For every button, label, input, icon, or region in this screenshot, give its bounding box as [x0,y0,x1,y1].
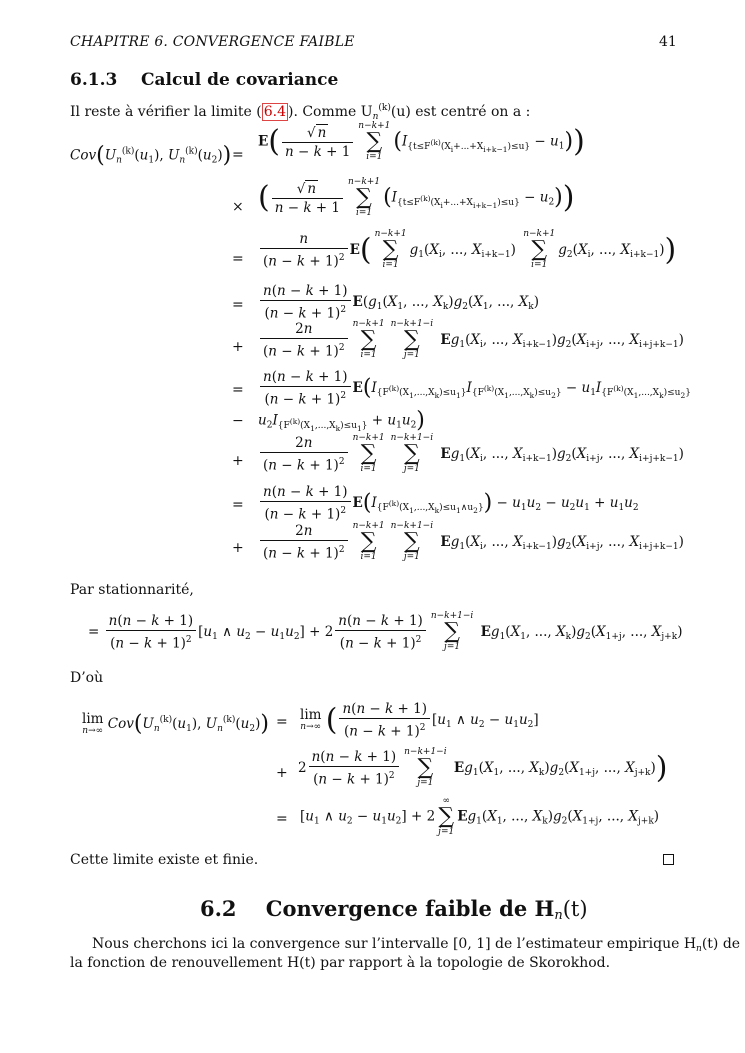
equation-stationnarite: = $\frac{n(n - k + 1)}{(n - k + 1)^2}$ [$u_1$ ∧ $u_2 - u_1u_2] + 2$ $\frac{n(n - k + 1)}{(n - k + 1)^2}$ n−k+1−i ∑ j=1 $Eg_1(X_1$, ..., $X_k)g_2(X_{1+j}$, ..., $X_{j+k}$) [88,611,683,653]
relation-plus-2: + [232,453,244,469]
relation-eq-3: = [232,297,244,313]
equation-line-7: $u_2I_{\{F^{(k)}(X_1,...,X_k)\le u_1\}} + u_1u_2$) [258,408,425,433]
limit-relation-eq-2: = [276,811,288,827]
relation-minus: − [232,413,244,429]
equation-line-9: $\frac{n(n - k + 1)}{(n - k + 1)^2}$ $E(I_{\{F^{(k)}(X_1,...,X_k)\le u_1\wedge u_2\}}) - u_1u_2 - u_2u_1 + u_1u_2$ [258,483,639,524]
relation-times: × [232,199,244,215]
equation-line-6: $\frac{n(n - k + 1)}{(n - k + 1)^2}$ $E(I_{\{F^{(k)}(X_1,...,X_k)\le u_1\}}I_{\{F^{(k)}(X_1,...,X_k)\le u_2\}} - u_1I_{\{F^{(k)}(X_1,...,X_k)\le u_2\}}$ [258,368,691,409]
relation-plus-3: + [232,540,244,556]
running-header: CHAPITRE 6. CONVERGENCE FAIBLE [70,34,355,50]
section-heading: 6.2 Convergence faible de $H_n(t)$ [200,896,588,923]
equation-line-5: $\frac{2n}{(n - k + 1)^2}$ n−k+1 ∑ i=1 n−k+1−i ∑ j=1 $Eg_1(X_i$, ..., $X_{i+k-1})g_2(X_{i+j}$, ..., $X_{i+j+k-1}$) [258,320,684,361]
limit-line-3: [$u_1$ ∧ $u_2 - u_1u_2] + 2$ ∞ ∑ j=1 $Eg_1(X_1$, ..., $X_k)g_2(X_{1+j}$, ..., $X_{j+k}$) [300,796,660,837]
equation-line-8: $\frac{2n}{(n - k + 1)^2}$ n−k+1 ∑ i=1 n−k+1−i ∑ j=1 $Eg_1(X_i$, ..., $X_{i+k-1})g_2(X_{i+j}$, ..., $X_{i+j+k-1}$) [258,434,684,475]
relation-eq-5: = [232,497,244,513]
equation-line-10: $\frac{2n}{(n - k + 1)^2}$ n−k+1 ∑ i=1 n−k+1−i ∑ j=1 $Eg_1(X_i$, ..., $X_{i+k-1})g_2(X_{i+j}$, ..., $X_{i+j+k-1}$) [258,522,684,563]
subsection-number: 6.1.3 [70,70,118,90]
relation-eq-4: = [232,382,244,398]
intro-text: Il reste à vérifier la limite ( 6.4 ). Comme $U_n^{(k)}(u)$ est centré on a : [70,103,531,122]
paragraph-line-2: la fonction de renouvellement H(t) par rapport à la topologie de Skorokhod. [70,955,611,971]
section-title: Convergence faible de H [265,896,555,921]
paragraph-stationnarite: Par stationnarité, [70,582,194,598]
equation-line-2: ( $\frac{√ n}{n - k + 1}$ n−k+1 ∑ i=1 $(I_{\{t\le F^{(k)}(X_i+...+X_{i+k-1})\le u\}} - u_2)$) [258,177,575,218]
cov-lhs: $Cov(U_n^{(k)}(u_1)$, $U_n^{(k)}(u_2)$) [70,143,232,168]
qed-box-icon [663,854,674,865]
section-number: 6.2 [200,896,237,921]
equation-line-4: $\frac{n(n - k + 1)}{(n - k + 1)^2}$ $E(g_1(X_1$, ..., $X_k)g_2(X_1$, ..., $X_k$) [258,282,539,323]
limit-line-2: 2 $\frac{n(n - k + 1)}{(n - k + 1)^2}$ n−k+1−i ∑ j=1 $Eg_1(X_1$, ..., $X_k)g_2(X_{1+j}$, ..., $X_{j+k}$)) [298,747,668,789]
relation-plus-1: + [232,339,244,355]
equation-reference-link[interactable]: 6.4 [263,104,286,120]
relation-eq-1: = [232,147,244,163]
limit-relation-plus: + [276,765,288,781]
limit-lhs: lim n→∞ $Cov(U_n^{(k)}(u_1)$, $U_n^{(k)}(u_2)$) [82,711,269,737]
subsection-heading [70,70,338,90]
equation-line-1: E( $\frac{√ n}{n - k + 1}$ n−k+1 ∑ i=1 $(I_{\{t\le F^{(k)}(X_i+...+X_{i+k-1})\le u\}} - u_1)$) [258,121,585,162]
limit-relation-eq-1: = [276,714,288,730]
paragraph-dou: D’où [70,670,104,686]
paragraph-line-1: Nous cherchons ici la convergence sur l’intervalle [0, 1] de l’estimateur empirique $H_n(t)$ de [92,936,741,954]
limit-line-1: lim n→∞ ( $\frac{n(n - k + 1)}{(n - k + 1)^2}$ [$u_1$ ∧ $u_2 - u_1u_2$] [300,701,539,740]
relation-eq-2: = [232,251,244,267]
paragraph-conclusion: Cette limite existe et finie. [70,852,259,868]
page-number: 41 [659,34,677,50]
equation-line-3: $\frac{n}{(n - k + 1)^2}$ E( n−k+1 ∑ i=1 $g_1(X_i$, ..., $X_{i+k-1}$) n−k+1 ∑ i=1 $g_2(X_i$, ..., $X_{i+k-1}$)) [258,230,676,271]
subsection-title: Calcul de covariance [141,70,339,90]
